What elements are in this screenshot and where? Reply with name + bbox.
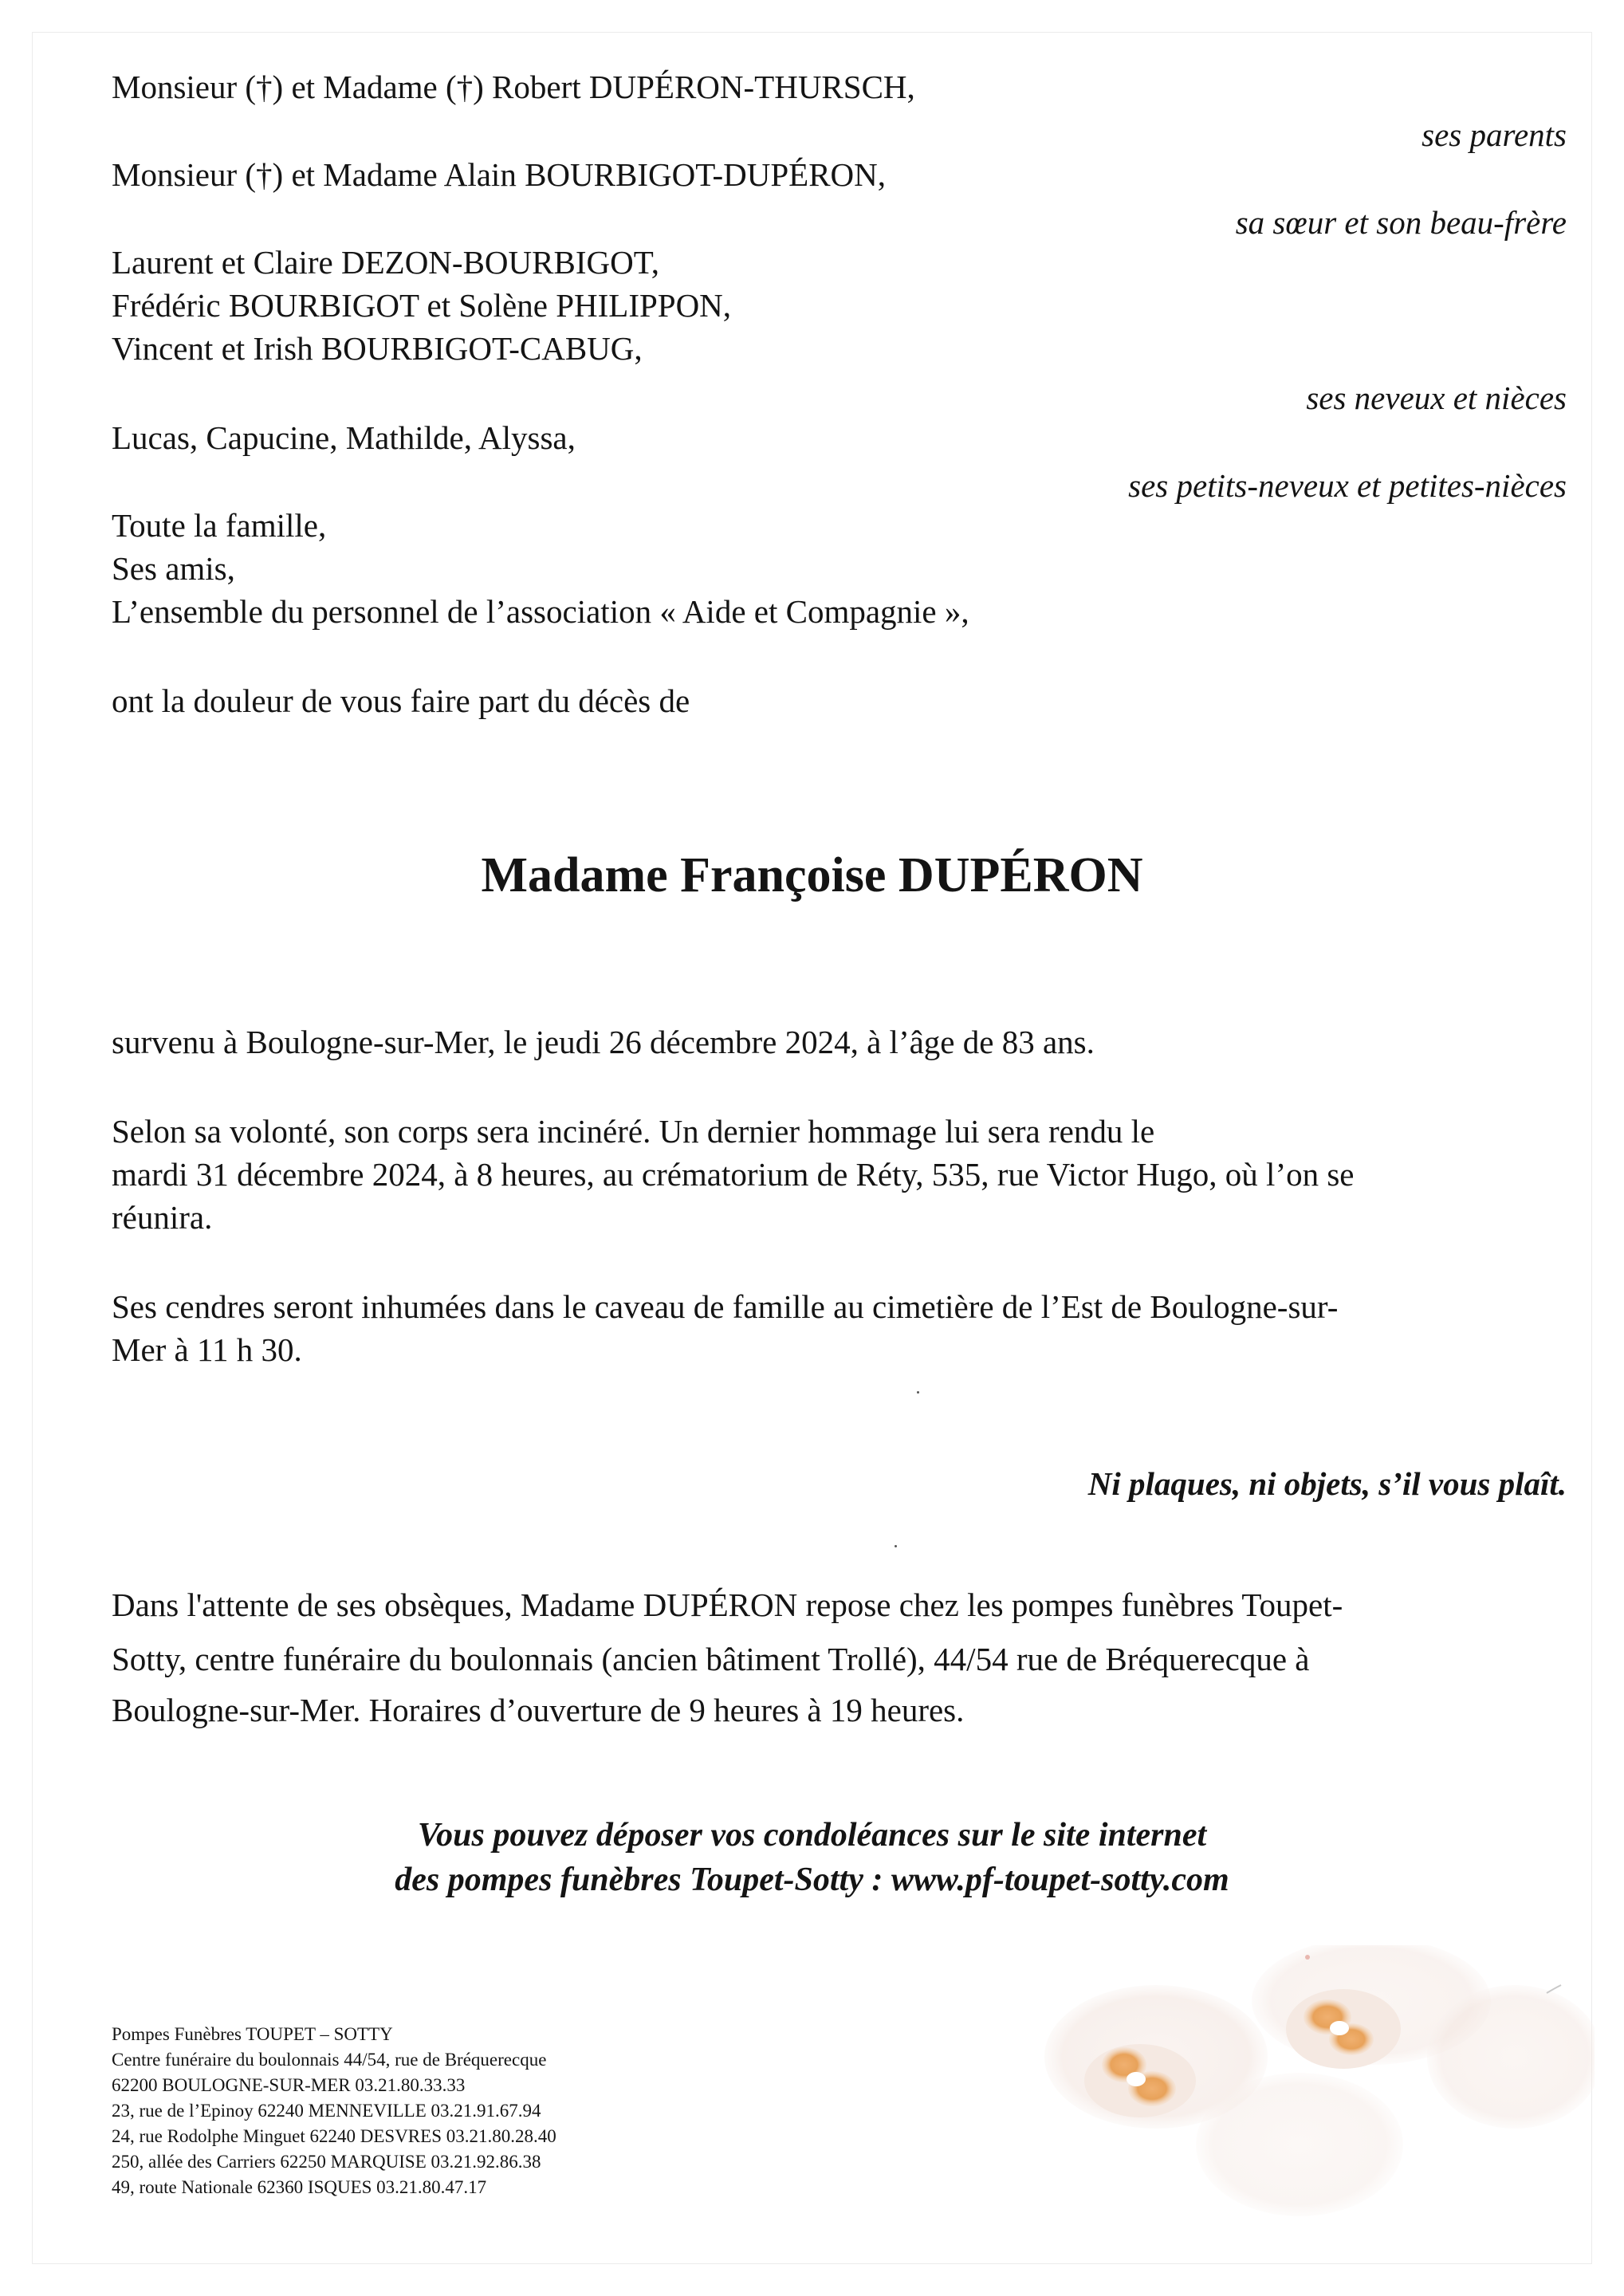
repose-text-1: Dans l'attente de ses obsèques, Madame DUPÉRON repose chez les pompes funèbres Toupet- [112, 1586, 1343, 1623]
role-nephews: ses neveux et nièces [1306, 379, 1567, 416]
repose-text-2: Sotty, centre funéraire du boulonnais (ancien bâtiment Trollé), 44/54 rue de Bréquerecque à [112, 1641, 1310, 1677]
footer-address-5: 250, allée des Carriers 62250 MARQUISE 03.21.92.86.38 [112, 2152, 541, 2172]
orchid-left [1084, 2044, 1196, 2117]
family-line-sister: Monsieur (†) et Madame Alain BOURBIGOT-DUPÉRON, [112, 156, 887, 193]
family-line-staff: L’ensemble du personnel de l’association « Aide et Compagnie », [112, 593, 969, 630]
footer-address-4: 24, rue Rodolphe Minguet 62240 DESVRES 03.21.80.28.40 [112, 2126, 556, 2146]
footer-address-3: 23, rue de l’Epinoy 62240 MENNEVILLE 03.21.91.67.94 [112, 2101, 541, 2121]
footer-address-2: 62200 BOULOGNE-SUR-MER 03.21.80.33.33 [112, 2075, 466, 2095]
family-line-nephew-3: Vincent et Irish BOURBIGOT-CABUG, [112, 330, 643, 367]
family-line-friends: Ses amis, [112, 550, 235, 587]
ashes-line-2: Mer à 11 h 30. [112, 1331, 302, 1368]
petal [1196, 2073, 1403, 2216]
footer-address-1: Centre funéraire du boulonnais 44/54, rue de Bréquerecque [112, 2050, 547, 2070]
death-info: survenu à Boulogne-sur-Mer, le jeudi 26 décembre 2024, à l’âge de 83 ans. [112, 1024, 1095, 1060]
role-sister: sa sœur et son beau-frère [1235, 204, 1567, 241]
condolences-line-2: des pompes funèbres Toupet-Sotty : www.pf-toupet-sotty.com [395, 1862, 1229, 1898]
family-line-parents: Monsieur (†) et Madame (†) Robert DUPÉRON-THURSCH, [112, 69, 915, 105]
family-line-grandnephews: Lucas, Capucine, Mathilde, Alyssa, [112, 419, 576, 456]
role-parents: ses parents [1421, 116, 1567, 153]
repose-line-1 [112, 1583, 1572, 1626]
condolences-line-1: Vous pouvez déposer vos condoléances sur le site internet [417, 1817, 1207, 1854]
family-line-all-family: Toute la famille, [112, 507, 327, 544]
orchid-right [1286, 1989, 1401, 2069]
speck [895, 1545, 897, 1547]
petal [1427, 1985, 1595, 2129]
role-grandnephews: ses petits-neveux et petites-nièces [1128, 467, 1567, 504]
deceased-name: Madame Françoise DUPÉRON [481, 848, 1143, 902]
announcement-text: ont la douleur de vous faire part du décès de [112, 682, 690, 719]
footer-address-6: 49, route Nationale 62360 ISQUES 03.21.80.47.17 [112, 2177, 487, 2197]
ashes-line-1: Ses cendres seront inhumées dans le caveau de famille au cimetière de l’Est de Boulogne-sur- [112, 1288, 1339, 1325]
ceremony-line-2: mardi 31 décembre 2024, à 8 heures, au crématorium de Réty, 535, rue Victor Hugo, où l’on se [112, 1156, 1355, 1193]
speck [917, 1391, 919, 1394]
repose-line-2 [112, 1637, 1572, 1681]
no-flowers-note: Ni plaques, ni objets, s’il vous plaît. [1087, 1465, 1567, 1502]
footer-company: Pompes Funèbres TOUPET – SOTTY [112, 2024, 393, 2044]
orchid-flowers-icon [1036, 1945, 1595, 2248]
speck [1305, 1955, 1310, 1960]
repose-line-3: Boulogne-sur-Mer. Horaires d’ouverture de 9 heures à 19 heures. [112, 1692, 965, 1728]
ceremony-line-1: Selon sa volonté, son corps sera incinéré. Un dernier hommage lui sera rendu le [112, 1113, 1155, 1150]
family-line-nephew-1: Laurent et Claire DEZON-BOURBIGOT, [112, 244, 659, 281]
family-line-nephew-2: Frédéric BOURBIGOT et Solène PHILIPPON, [112, 287, 732, 324]
stem [1547, 1985, 1561, 1993]
ceremony-line-3: réunira. [112, 1199, 213, 1236]
